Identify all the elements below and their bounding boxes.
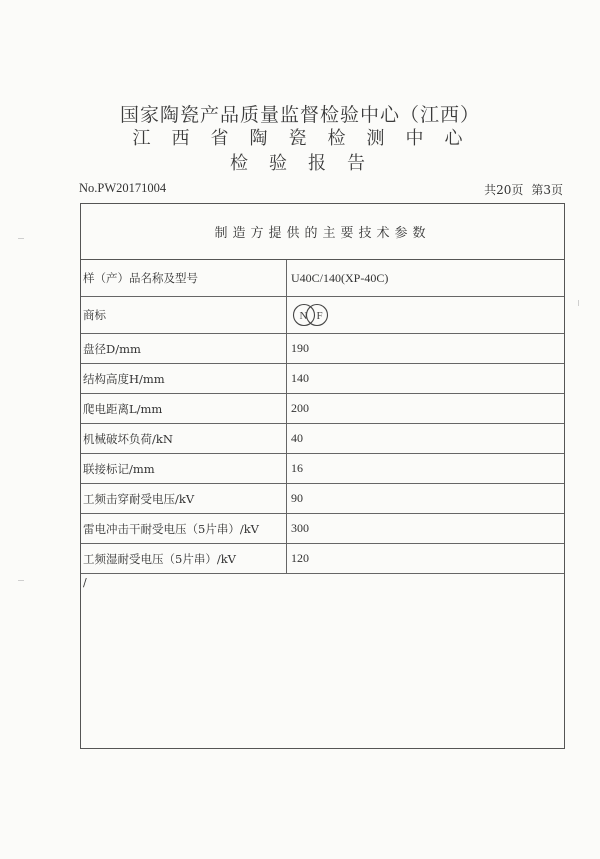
row-value: 90 [291, 491, 303, 505]
row-value: 140 [291, 371, 309, 385]
row-label: 盘径D/mm [81, 334, 287, 363]
row-label: 工频击穿耐受电压/kV [81, 484, 287, 513]
row-label: 结构高度H/mm [81, 364, 287, 393]
row-label: 工频湿耐受电压（5片串）/kV [81, 544, 287, 573]
row-value: 200 [291, 401, 309, 415]
table-row [81, 394, 564, 424]
logo-letter-right: F [316, 310, 323, 322]
scan-mark [578, 300, 579, 306]
row-label: 雷电冲击干耐受电压（5片串）/kV [81, 514, 287, 543]
page-info [484, 181, 563, 198]
table-row [81, 260, 564, 297]
row-value: 300 [291, 521, 309, 535]
row-label: 样（产）品名称及型号 [81, 260, 287, 296]
np-trademark-logo-icon [291, 302, 331, 328]
table-row [81, 484, 564, 514]
row-value: 16 [291, 461, 303, 475]
row-label: 爬电距离L/mm [81, 394, 287, 423]
row-value: 40 [291, 431, 303, 445]
report-number: No.PW20171004 [79, 181, 167, 195]
row-label: 商标 [81, 297, 287, 333]
row-label: 联接标记/mm [81, 454, 287, 483]
total-pages: 共20页 [484, 183, 524, 197]
technical-parameters-table [80, 203, 565, 749]
row-value: 120 [291, 551, 309, 565]
title-line-2: 江西省陶瓷检测中心 [132, 128, 484, 149]
title-line-3: 检验报告 [230, 153, 386, 174]
logo-letter-left: N [299, 310, 308, 322]
table-row [81, 454, 564, 484]
row-value [287, 297, 564, 333]
table-row [81, 297, 564, 334]
table-row [81, 514, 564, 544]
table-row [81, 424, 564, 454]
table-row [81, 334, 564, 364]
row-value: 190 [291, 341, 309, 355]
table-row [81, 364, 564, 394]
table-heading: 制造方提供的主要技术参数 [81, 204, 564, 260]
remark-area: / [83, 576, 87, 589]
row-value: U40C/140(XP-40C) [291, 270, 389, 285]
table-row [81, 544, 564, 574]
scan-mark [18, 580, 24, 581]
scan-mark [18, 238, 24, 239]
row-label: 机械破坏负荷/kN [81, 424, 287, 453]
current-page: 第3页 [531, 183, 563, 197]
title-line-1: 国家陶瓷产品质量监督检验中心（江西） [119, 104, 480, 126]
